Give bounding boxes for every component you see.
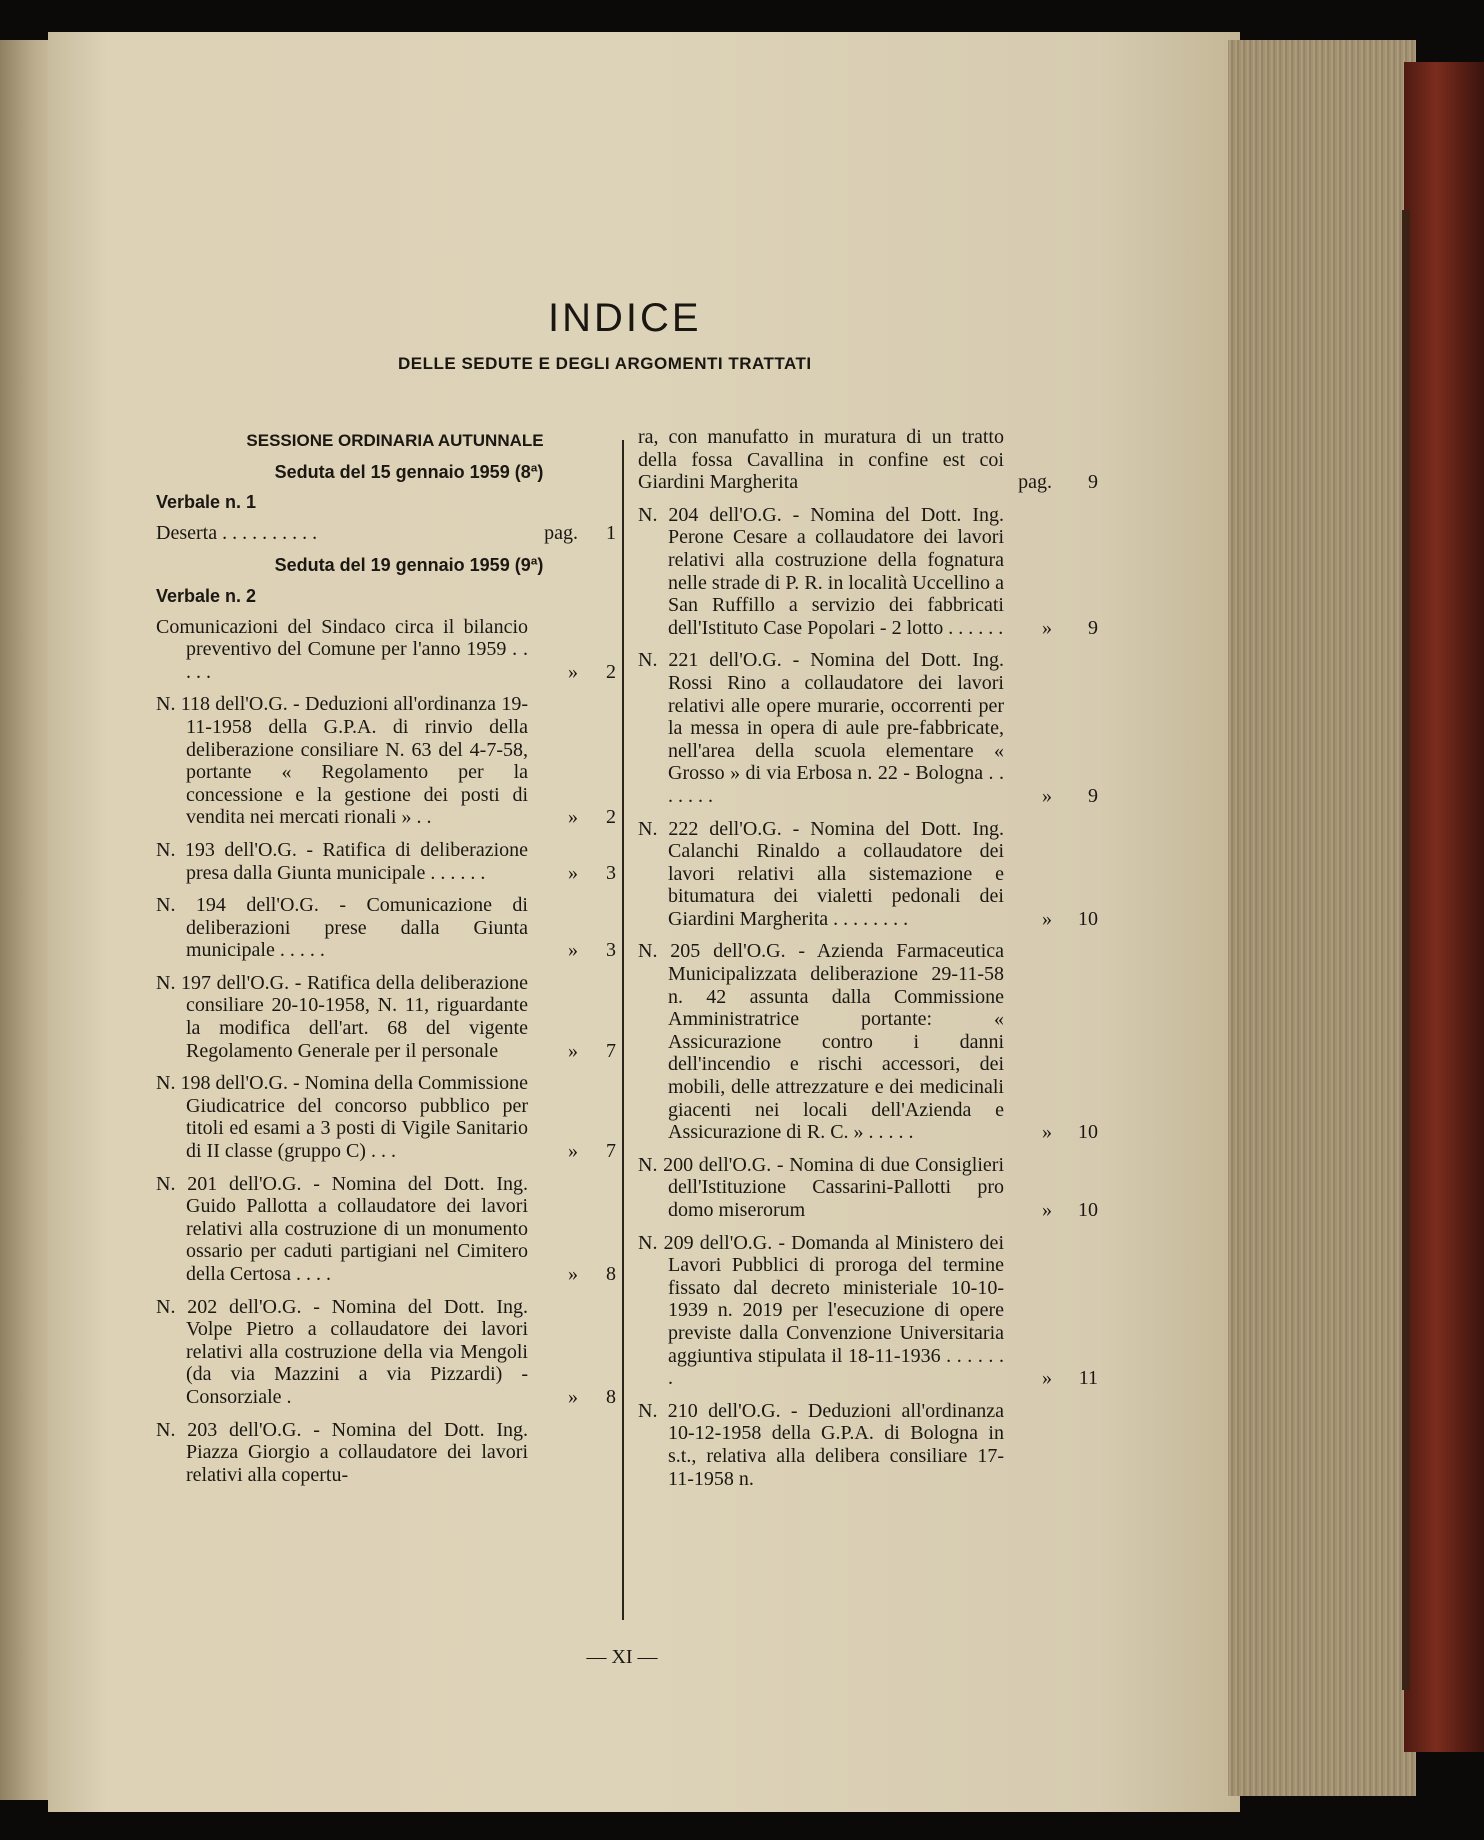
entry-page-marker: »	[568, 1263, 578, 1285]
entry-text: ra, con manufatto in muratura di un tratto della fossa Cavallina in confine est coi Giardini Margherita	[638, 426, 1004, 494]
entry-text: N. 221 dell'O.G. - Nomina del Dott. Ing. Rossi Rino a collaudatore dei lavori relativi alle opere murarie, occorrenti per la messa in opera di aule pre-fabbricate, nell'area della scuola elementare « Grosso » di via Erbosa n. 22 - Bologna . . . . . . .	[638, 649, 1004, 807]
entry-page-marker: »	[1042, 1121, 1052, 1144]
index-entry	[638, 1154, 1096, 1222]
index-entry	[156, 894, 616, 962]
cover-spine-gap	[1402, 210, 1410, 1690]
verbale-heading: Verbale n. 1	[156, 492, 257, 513]
entry-page-marker: »	[568, 806, 578, 829]
entry-page-marker: pag.	[544, 521, 578, 544]
entry-text: N. 204 dell'O.G. - Nomina del Dott. Ing. Perone Cesare a collaudatore dei lavori relativi alla costruzione della fognatura nelle strade di P. R. in località Uccellino a San Ruffillo a servizio dei fabbricati dell'Istituto Case Popolari - 2 lotto . . . . . .	[638, 503, 1004, 639]
index-entry	[156, 1173, 616, 1286]
index-entry	[638, 649, 1096, 807]
index-entry	[638, 426, 1096, 494]
entry-text: N. 222 dell'O.G. - Nomina del Dott. Ing. Calanchi Rinaldo a collaudatore dei lavori relativi alla sistemazione e bitumatura dei vialetti pedonali dei Giardini Margherita . . . . . . . .	[638, 817, 1004, 930]
entry-page-number: 8	[606, 1385, 616, 1408]
index-entry	[156, 972, 616, 1062]
entry-page-marker: »	[568, 861, 578, 884]
right-column	[638, 426, 1096, 1500]
entry-page-marker: »	[1042, 1199, 1052, 1221]
index-entry	[156, 1072, 616, 1162]
entry-page-marker: »	[1042, 1367, 1052, 1390]
entry-page-number: 9	[1088, 471, 1098, 494]
entry-text: N. 205 dell'O.G. - Azienda Farmaceutica Municipalizzata deliberazione 29-11-58 n. 42 assunta dalla Commissione Amministratrice portante: « Assicurazione contro i danni dell'incendio e rischi accessori, dei mobili, delle attrezzature e dei medicinali giacenti nei locali dell'Azienda e Assicurazione di R. C. » . . . . .	[638, 940, 1004, 1144]
entry-text: N. 198 dell'O.G. - Nomina della Commissione Giudicatrice del concorso pubblico per titoli ed esami a 3 posti di Vigile Sanitario di II classe (gruppo C) . . .	[156, 1072, 528, 1163]
index-entry	[638, 504, 1096, 640]
entry-page-number: 10	[1078, 907, 1098, 930]
page-folio: — XI —	[586, 1646, 658, 1668]
entry-text: N. 200 dell'O.G. - Nomina di due Consiglieri dell'Istituzione Cassarini-Pallotti pro domo miserorum	[638, 1153, 1004, 1221]
index-entry	[156, 693, 616, 829]
entry-page-number: 11	[1078, 1367, 1098, 1390]
entry-text: Deserta . . . . . . . . . .	[156, 521, 318, 544]
entry-page-marker: pag.	[1018, 471, 1052, 494]
index-entry	[156, 522, 616, 545]
entry-text: N. 209 dell'O.G. - Domanda al Ministero dei Lavori Pubblici di proroga del termine fissato dal decreto ministeriale 10-10-1939 n. 2019 per l'esecuzione di opere previste dalla Convenzione Universitaria aggiuntiva stipulata il 18-11-1936 . . . . . . .	[638, 1231, 1004, 1390]
entry-page-marker: »	[568, 1140, 578, 1163]
entry-page-number: 1	[606, 521, 616, 544]
page-block-edges	[1228, 40, 1416, 1796]
entry-page-marker: »	[568, 1385, 578, 1408]
entry-page-marker: »	[1042, 616, 1052, 639]
seduta-heading: Seduta del 19 gennaio 1959 (9ª)	[274, 555, 544, 576]
index-entry	[156, 839, 616, 884]
seduta-heading: Seduta del 15 gennaio 1959 (8ª)	[274, 461, 544, 482]
index-entry	[638, 940, 1096, 1143]
entry-page-marker: »	[568, 660, 578, 683]
entry-page-marker: »	[568, 1039, 578, 1062]
entry-page-marker: »	[1042, 907, 1052, 930]
entry-page-number: 7	[606, 1039, 616, 1062]
entry-text: N. 202 dell'O.G. - Nomina del Dott. Ing. Volpe Pietro a collaudatore dei lavori relativi alla costruzione della via Mengoli (da via Mazzini a via Pizzardi) - Consorziale .	[156, 1295, 528, 1408]
index-entry	[638, 1232, 1096, 1390]
entry-page-number: 2	[606, 660, 616, 683]
entry-page-number: 10	[1078, 1199, 1098, 1221]
entry-text: N. 197 dell'O.G. - Ratifica della deliberazione consiliare 20-10-1958, N. 11, riguardante la modifica dell'art. 68 del vigente Regolamento Generale per il personale	[156, 971, 528, 1062]
entry-page-number: 9	[1088, 616, 1098, 639]
entry-page-number: 3	[606, 861, 616, 884]
column-divider	[622, 440, 624, 1620]
entry-page-number: 10	[1078, 1121, 1098, 1144]
entry-page-number: 8	[606, 1263, 616, 1285]
entry-text: N. 203 dell'O.G. - Nomina del Dott. Ing. Piazza Giorgio a collaudatore dei lavori relativi alla copertu-	[156, 1418, 528, 1486]
entry-page-number: 3	[606, 939, 616, 962]
entry-page-marker: »	[1042, 784, 1052, 807]
entry-text: N. 194 dell'O.G. - Comunicazione di deliberazioni prese dalla Giunta municipale . . . . .	[156, 894, 528, 962]
page-subtitle: DELLE SEDUTE E DEGLI ARGOMENTI TRATTATI	[398, 354, 812, 373]
entry-page-marker: »	[568, 939, 578, 962]
entry-page-number: 7	[606, 1140, 616, 1163]
entry-text: N. 118 dell'O.G. - Deduzioni all'ordinanza 19-11-1958 della G.P.A. di rinvio della deliberazione consiliare N. 63 del 4-7-58, portante « Regolamento per la concessione e la gestione dei posti di vendita nei mercati rionali » . .	[156, 693, 528, 829]
entry-text: N. 201 dell'O.G. - Nomina del Dott. Ing. Guido Pallotta a collaudatore dei lavori relativi alla costruzione di un monumento ossario per caduti partigiani nel Cimitero della Certosa . . . .	[156, 1172, 528, 1285]
verbale-heading: Verbale n. 2	[156, 585, 257, 606]
index-entry	[638, 1400, 1096, 1490]
index-entry	[638, 818, 1096, 931]
index-entry	[156, 616, 616, 684]
page-title: INDICE	[548, 296, 702, 340]
entry-text: N. 210 dell'O.G. - Deduzioni all'ordinanza 10-12-1958 della G.P.A. di Bologna in s.t., relativa alla delibera consiliare 17-11-1958 n.	[638, 1399, 1004, 1490]
entry-page-number: 2	[606, 806, 616, 829]
session-heading: SESSIONE ORDINARIA AUTUNNALE	[246, 431, 544, 450]
entry-text: N. 193 dell'O.G. - Ratifica di deliberazione presa dalla Giunta municipale . . . . . .	[156, 838, 528, 884]
book-cover	[1404, 62, 1484, 1752]
index-entry	[156, 1419, 616, 1487]
left-column	[156, 426, 616, 1496]
index-entry	[156, 1296, 616, 1409]
entry-page-number: 9	[1088, 784, 1098, 807]
entry-text: Comunicazioni del Sindaco circa il bilancio preventivo del Comune per l'anno 1959 . . . . .	[156, 615, 528, 683]
